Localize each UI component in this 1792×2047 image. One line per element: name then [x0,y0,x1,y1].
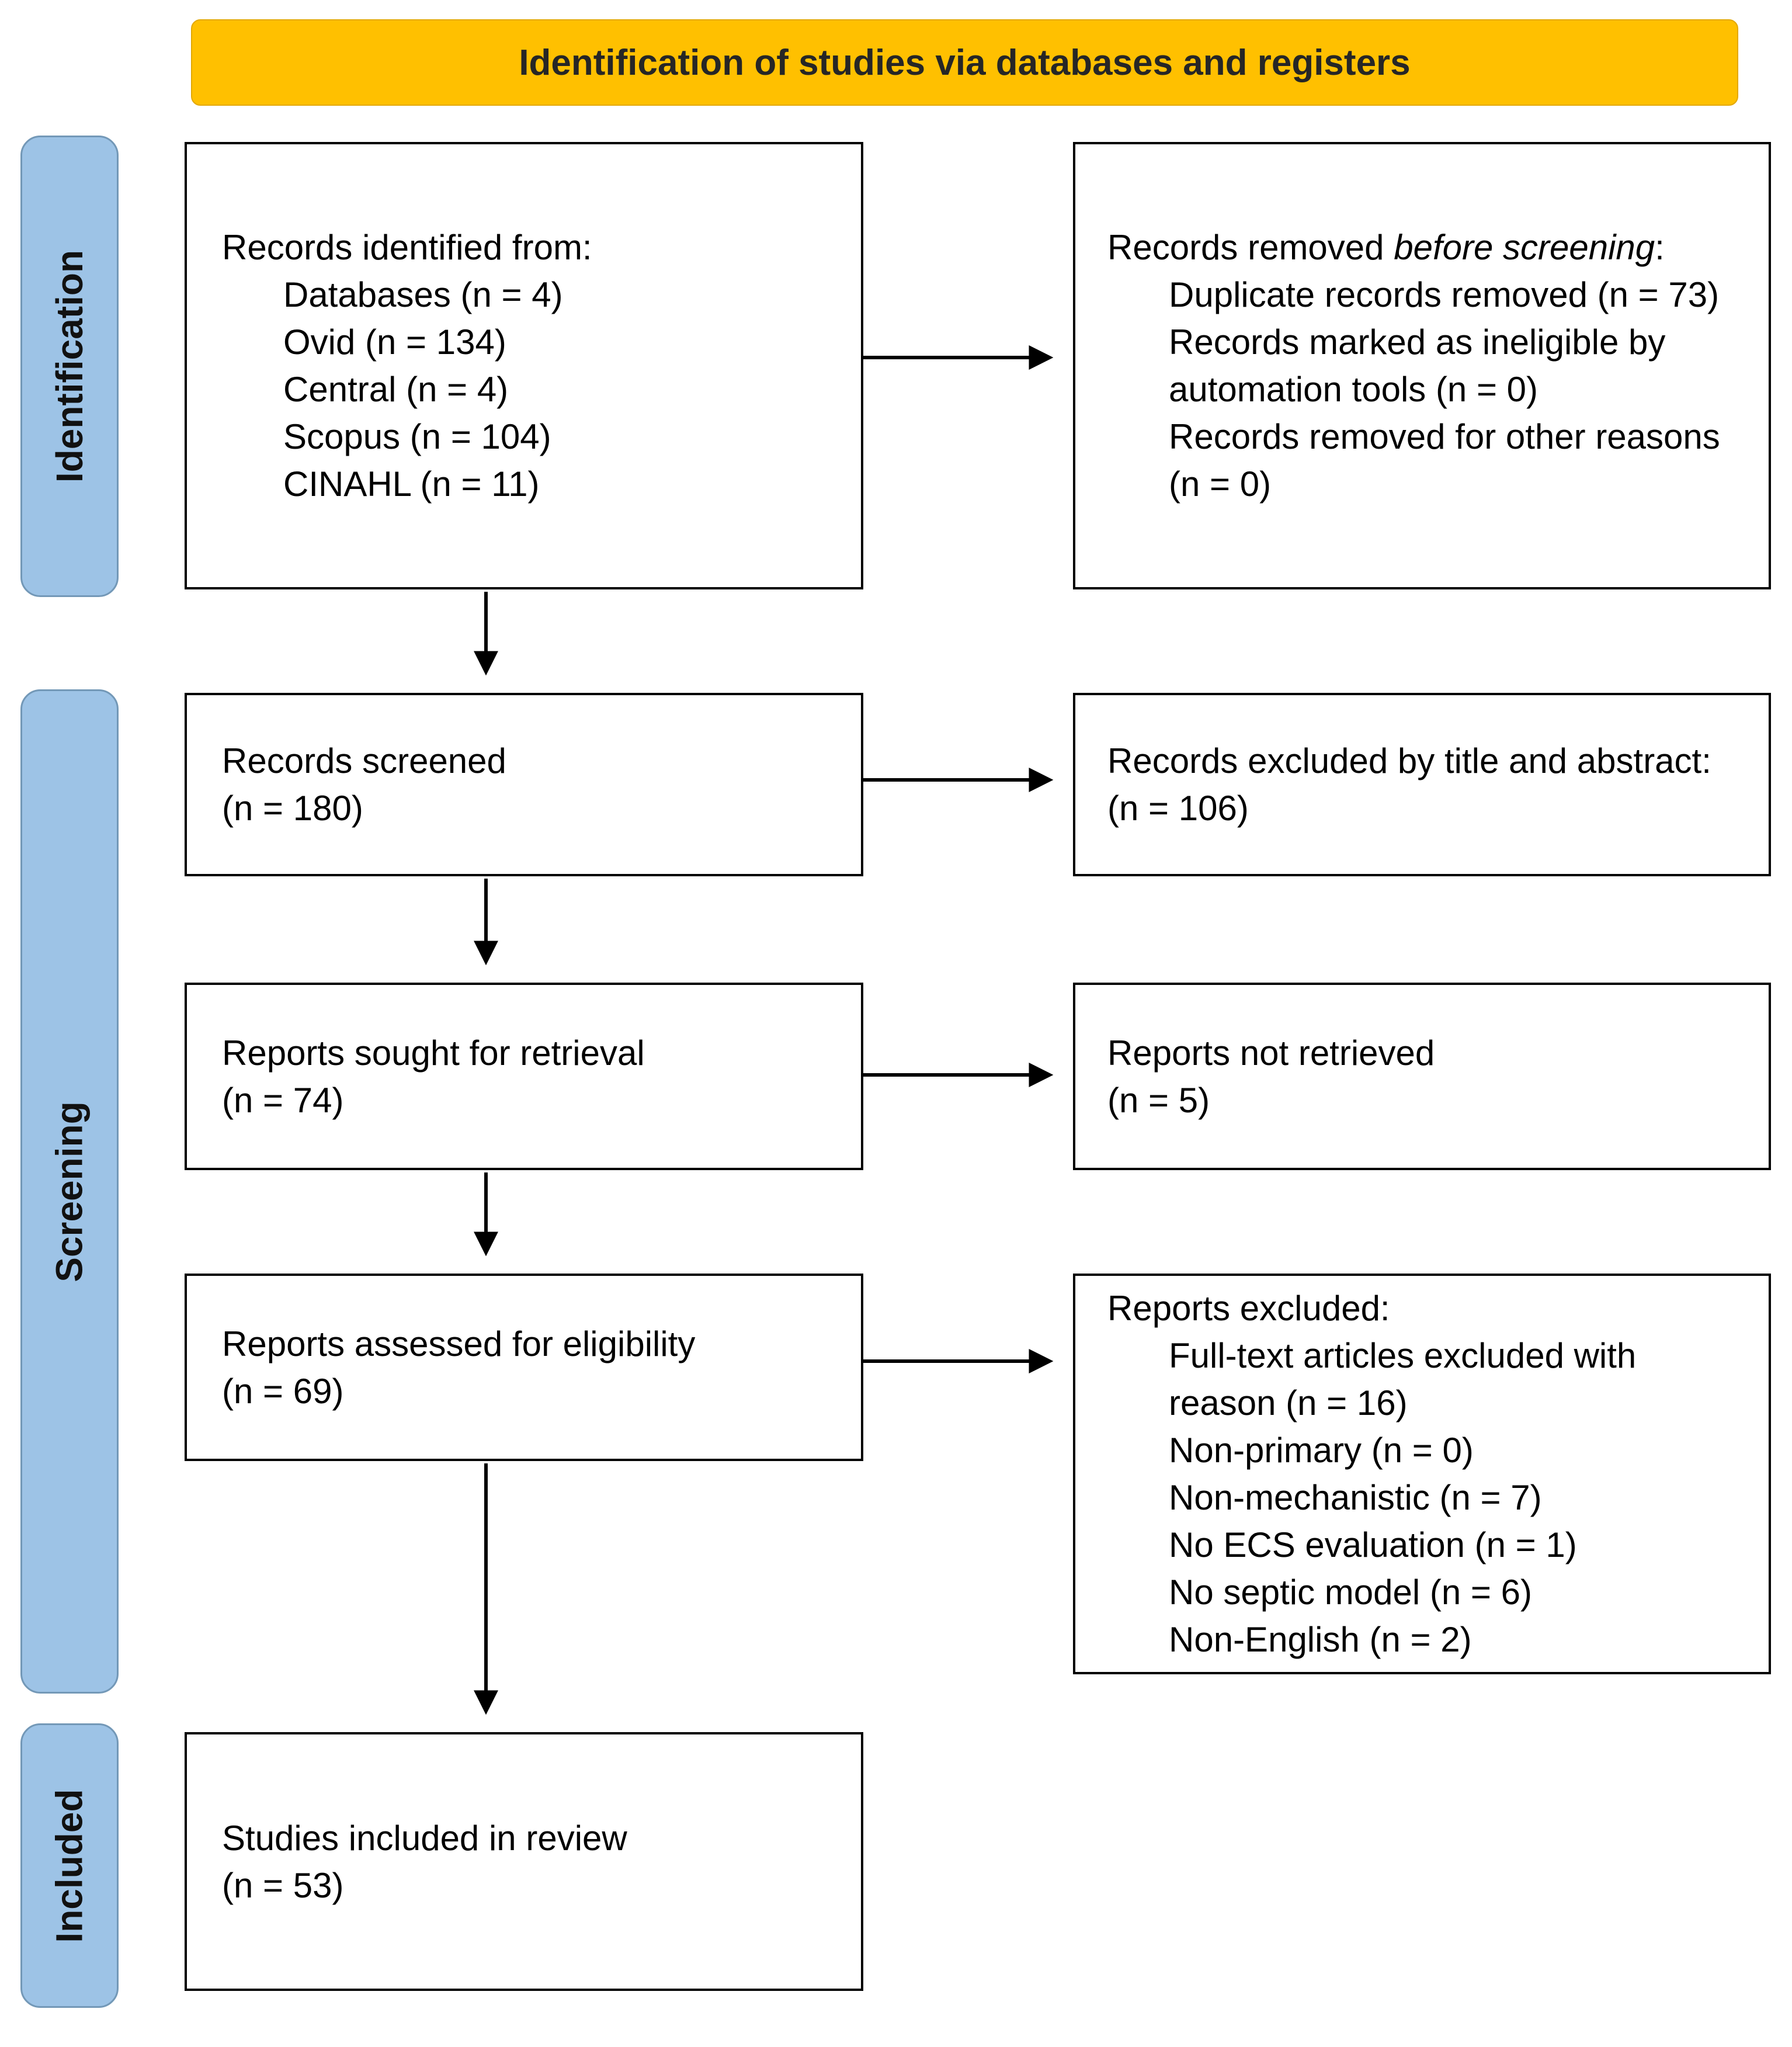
flow-box-records-identified [185,142,863,589]
records-removed-item: Duplicate records removed (n = 73) [1169,275,1720,314]
records-excluded-count: (n = 106) [1107,789,1249,828]
reports-excluded-item: Non-English (n = 2) [1169,1620,1472,1659]
reports-sought-count: (n = 74) [222,1080,344,1120]
banner-title [191,19,1738,106]
records-identified-item: Central (n = 4) [283,370,509,409]
flow-box-records-removed [1073,142,1771,589]
flow-box-records-screened [185,693,863,876]
stage-label-identification: Identification [48,249,91,483]
records-removed-item: Records marked as ineligible by automation tools (n = 0) [1169,322,1666,409]
flow-box-reports-sought [185,983,863,1170]
reports-excluded-item: Non-mechanistic (n = 7) [1169,1478,1542,1517]
banner-title-text: Identification of studies via databases and registers [519,42,1411,83]
flow-box-reports-not-retrieved [1073,983,1771,1170]
flow-box-records-excluded [1073,693,1771,876]
reports-sought-line1: Reports sought for retrieval [222,1033,645,1073]
reports-excluded-item: Full-text articles excluded with reason (n = 16) [1169,1336,1637,1423]
records-screened-line1: Records screened [222,741,506,780]
records-identified-heading: Records identified from: [222,228,592,267]
records-removed-heading [1107,224,1742,271]
records-removed-heading-prefix: Records removed [1107,228,1394,267]
reports-excluded-item: No ECS evaluation (n = 1) [1169,1525,1577,1564]
reports-excluded-item: No septic model (n = 6) [1169,1573,1532,1612]
flow-box-studies-included [185,1732,863,1991]
stage-bar-identification [20,136,119,597]
reports-not-retrieved-count: (n = 5) [1107,1080,1210,1120]
records-screened-count: (n = 180) [222,789,363,828]
stage-bar-screening [20,689,119,1694]
flow-box-reports-excluded [1073,1274,1771,1674]
reports-excluded-heading: Reports excluded: [1107,1289,1390,1328]
records-identified-item: CINAHL (n = 11) [283,464,540,504]
flow-box-reports-assessed [185,1274,863,1461]
records-removed-heading-italic: before screening [1394,228,1655,267]
stage-bar-included [20,1723,119,2008]
records-excluded-line1: Records excluded by title and abstract: [1107,741,1711,780]
reports-assessed-count: (n = 69) [222,1371,344,1411]
records-identified-item: Ovid (n = 134) [283,322,506,362]
studies-included-count: (n = 53) [222,1865,344,1905]
stage-label-included: Included [48,1788,91,1943]
reports-not-retrieved-line1: Reports not retrieved [1107,1033,1435,1073]
records-removed-item: Records removed for other reasons (n = 0) [1169,417,1720,504]
records-removed-heading-suffix: : [1655,228,1665,267]
studies-included-line1: Studies included in review [222,1818,627,1858]
records-identified-item: Databases (n = 4) [283,275,563,314]
reports-excluded-item: Non-primary (n = 0) [1169,1431,1474,1470]
records-identified-item: Scopus (n = 104) [283,417,551,456]
stage-label-screening: Screening [48,1101,91,1282]
reports-assessed-line1: Reports assessed for eligibility [222,1324,696,1363]
